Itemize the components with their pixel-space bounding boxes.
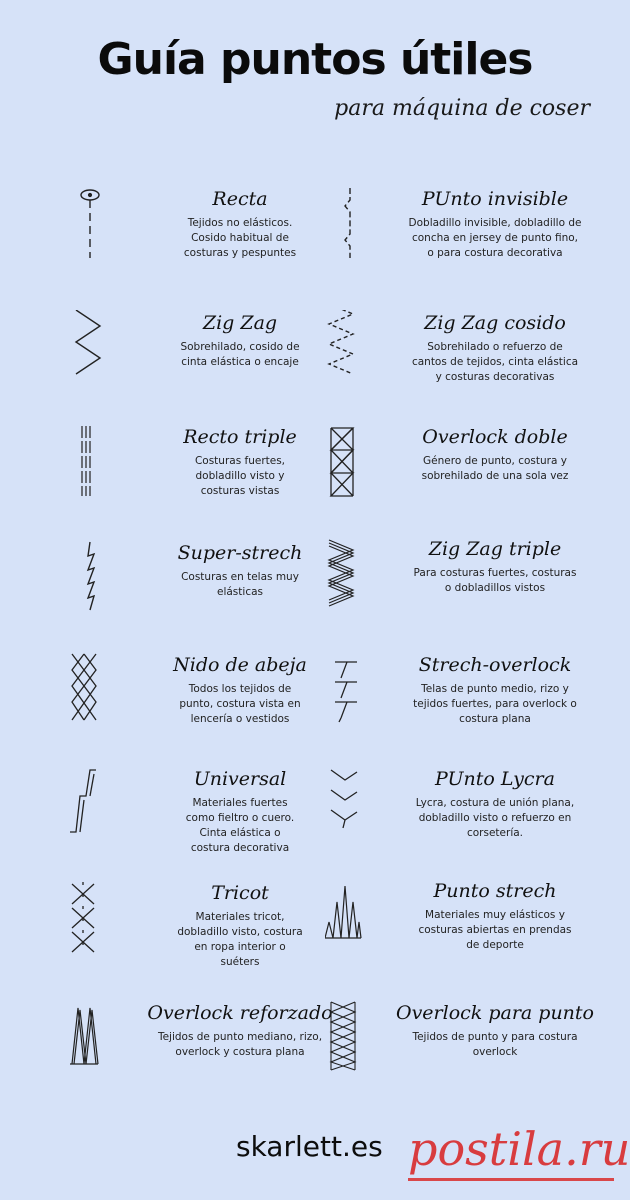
blind-stitch-icon (325, 186, 385, 286)
stitch-name: Tricot (211, 882, 269, 904)
straight-stitch-icon (70, 186, 130, 286)
stitch-description: Sobrehilado o refuerzo de cantos de tejidos, cinta elástica y costuras decorativas (411, 341, 579, 383)
stitch-name: Overlock reforzado (147, 1002, 333, 1024)
page-subtitle: para máquina de coser (334, 96, 590, 121)
stitch-description: Costuras fuertes, dobladillo visto y costuras vistas (194, 455, 286, 497)
stitch-name: Overlock para punto (396, 1002, 594, 1024)
honeycomb-stitch-icon (70, 652, 130, 752)
stitch-description: Para costuras fuertes, costuras o dobladillos vistos (413, 567, 577, 594)
stretch-stitch-icon (325, 878, 385, 978)
stitch-name: Zig Zag cosido (424, 312, 566, 334)
lycra-stitch-icon (325, 766, 385, 866)
stitch-description: Materiales fuertes como fieltro o cuero. Cinta elástica o costura decorativa (185, 797, 295, 854)
watermark-text: postila.ru (408, 1122, 630, 1176)
stitch-name: Overlock doble (422, 426, 568, 448)
triple-zigzag-stitch-icon (325, 536, 385, 636)
triple-straight-stitch-icon (70, 424, 130, 524)
stitch-card-overlock-para-punto (325, 1000, 625, 1110)
stitch-card-punto-lycra (325, 766, 625, 876)
stitch-description: Género de punto, costura y sobrehilado de una sola vez (421, 455, 569, 482)
stitch-name: Punto strech (433, 880, 557, 902)
zigzag-stitch-icon (70, 310, 130, 410)
page-title: Guía puntos útiles (97, 34, 533, 85)
stitch-description: Materiales muy elásticos y costuras abiertas en prendas de deporte (418, 909, 572, 951)
stitch-card-overlock-doble (325, 424, 625, 534)
watermark-underline (408, 1178, 614, 1181)
stitch-card-zig-zag-triple (325, 536, 625, 646)
stitch-name: Zig Zag (202, 312, 278, 334)
stitch-name: Nido de abeja (173, 654, 307, 676)
stitch-card-zig-zag-cosido (325, 310, 625, 420)
stitch-description: Costuras en telas muy elásticas (181, 571, 299, 598)
stitch-description: Lycra, costura de unión plana, dobladillo visto o refuerzo en corsetería. (415, 797, 575, 839)
brand-text: skarlett.es (236, 1130, 383, 1163)
stitch-description: Telas de punto medio, rizo y tejidos fuertes, para overlock o costura plana (413, 683, 577, 725)
stitch-description: Tejidos de punto y para costura overlock (412, 1031, 578, 1058)
stitch-card-punto-strech (325, 878, 625, 988)
stitch-card-punto-invisible (325, 186, 625, 296)
tricot-stitch-icon (70, 880, 130, 980)
stitch-description: Dobladillo invisible, dobladillo de concha en jersey de punto fino, o para costura decorativa (408, 217, 582, 259)
stitch-name: Zig Zag triple (428, 538, 562, 560)
stitch-name: PUnto invisible (421, 188, 569, 210)
stitch-description: Todos los tejidos de punto, costura vista en lencería o vestidos (179, 683, 301, 725)
double-overlock-stitch-icon (325, 424, 385, 524)
stitch-name: Strech-overlock (418, 654, 572, 676)
stretch-overlock-stitch-icon (325, 652, 385, 752)
knit-overlock-stitch-icon (325, 1000, 385, 1100)
stitch-name: Recto triple (183, 426, 297, 448)
stitch-name: PUnto Lycra (435, 768, 555, 790)
stitch-name: Universal (193, 768, 287, 790)
sewn-zigzag-stitch-icon (325, 310, 385, 410)
stitch-card-strech-overlock (325, 652, 625, 762)
universal-stitch-icon (70, 766, 130, 866)
reinforced-overlock-stitch-icon (70, 1000, 130, 1100)
stitch-name: Super-strech (177, 542, 303, 564)
stitch-description: Tejidos no elásticos. Cosido habitual de costuras y pespuntes (183, 217, 297, 259)
stitch-description: Materiales tricot, dobladillo visto, costura en ropa interior o suéters (177, 911, 303, 968)
super-stretch-stitch-icon (70, 540, 130, 640)
stitch-name: Recta (212, 188, 268, 210)
stitch-description: Sobrehilado, cosido de cinta elástica o encaje (180, 341, 300, 368)
stitch-description: Tejidos de punto mediano, rizo, overlock y costura plana (157, 1031, 323, 1058)
